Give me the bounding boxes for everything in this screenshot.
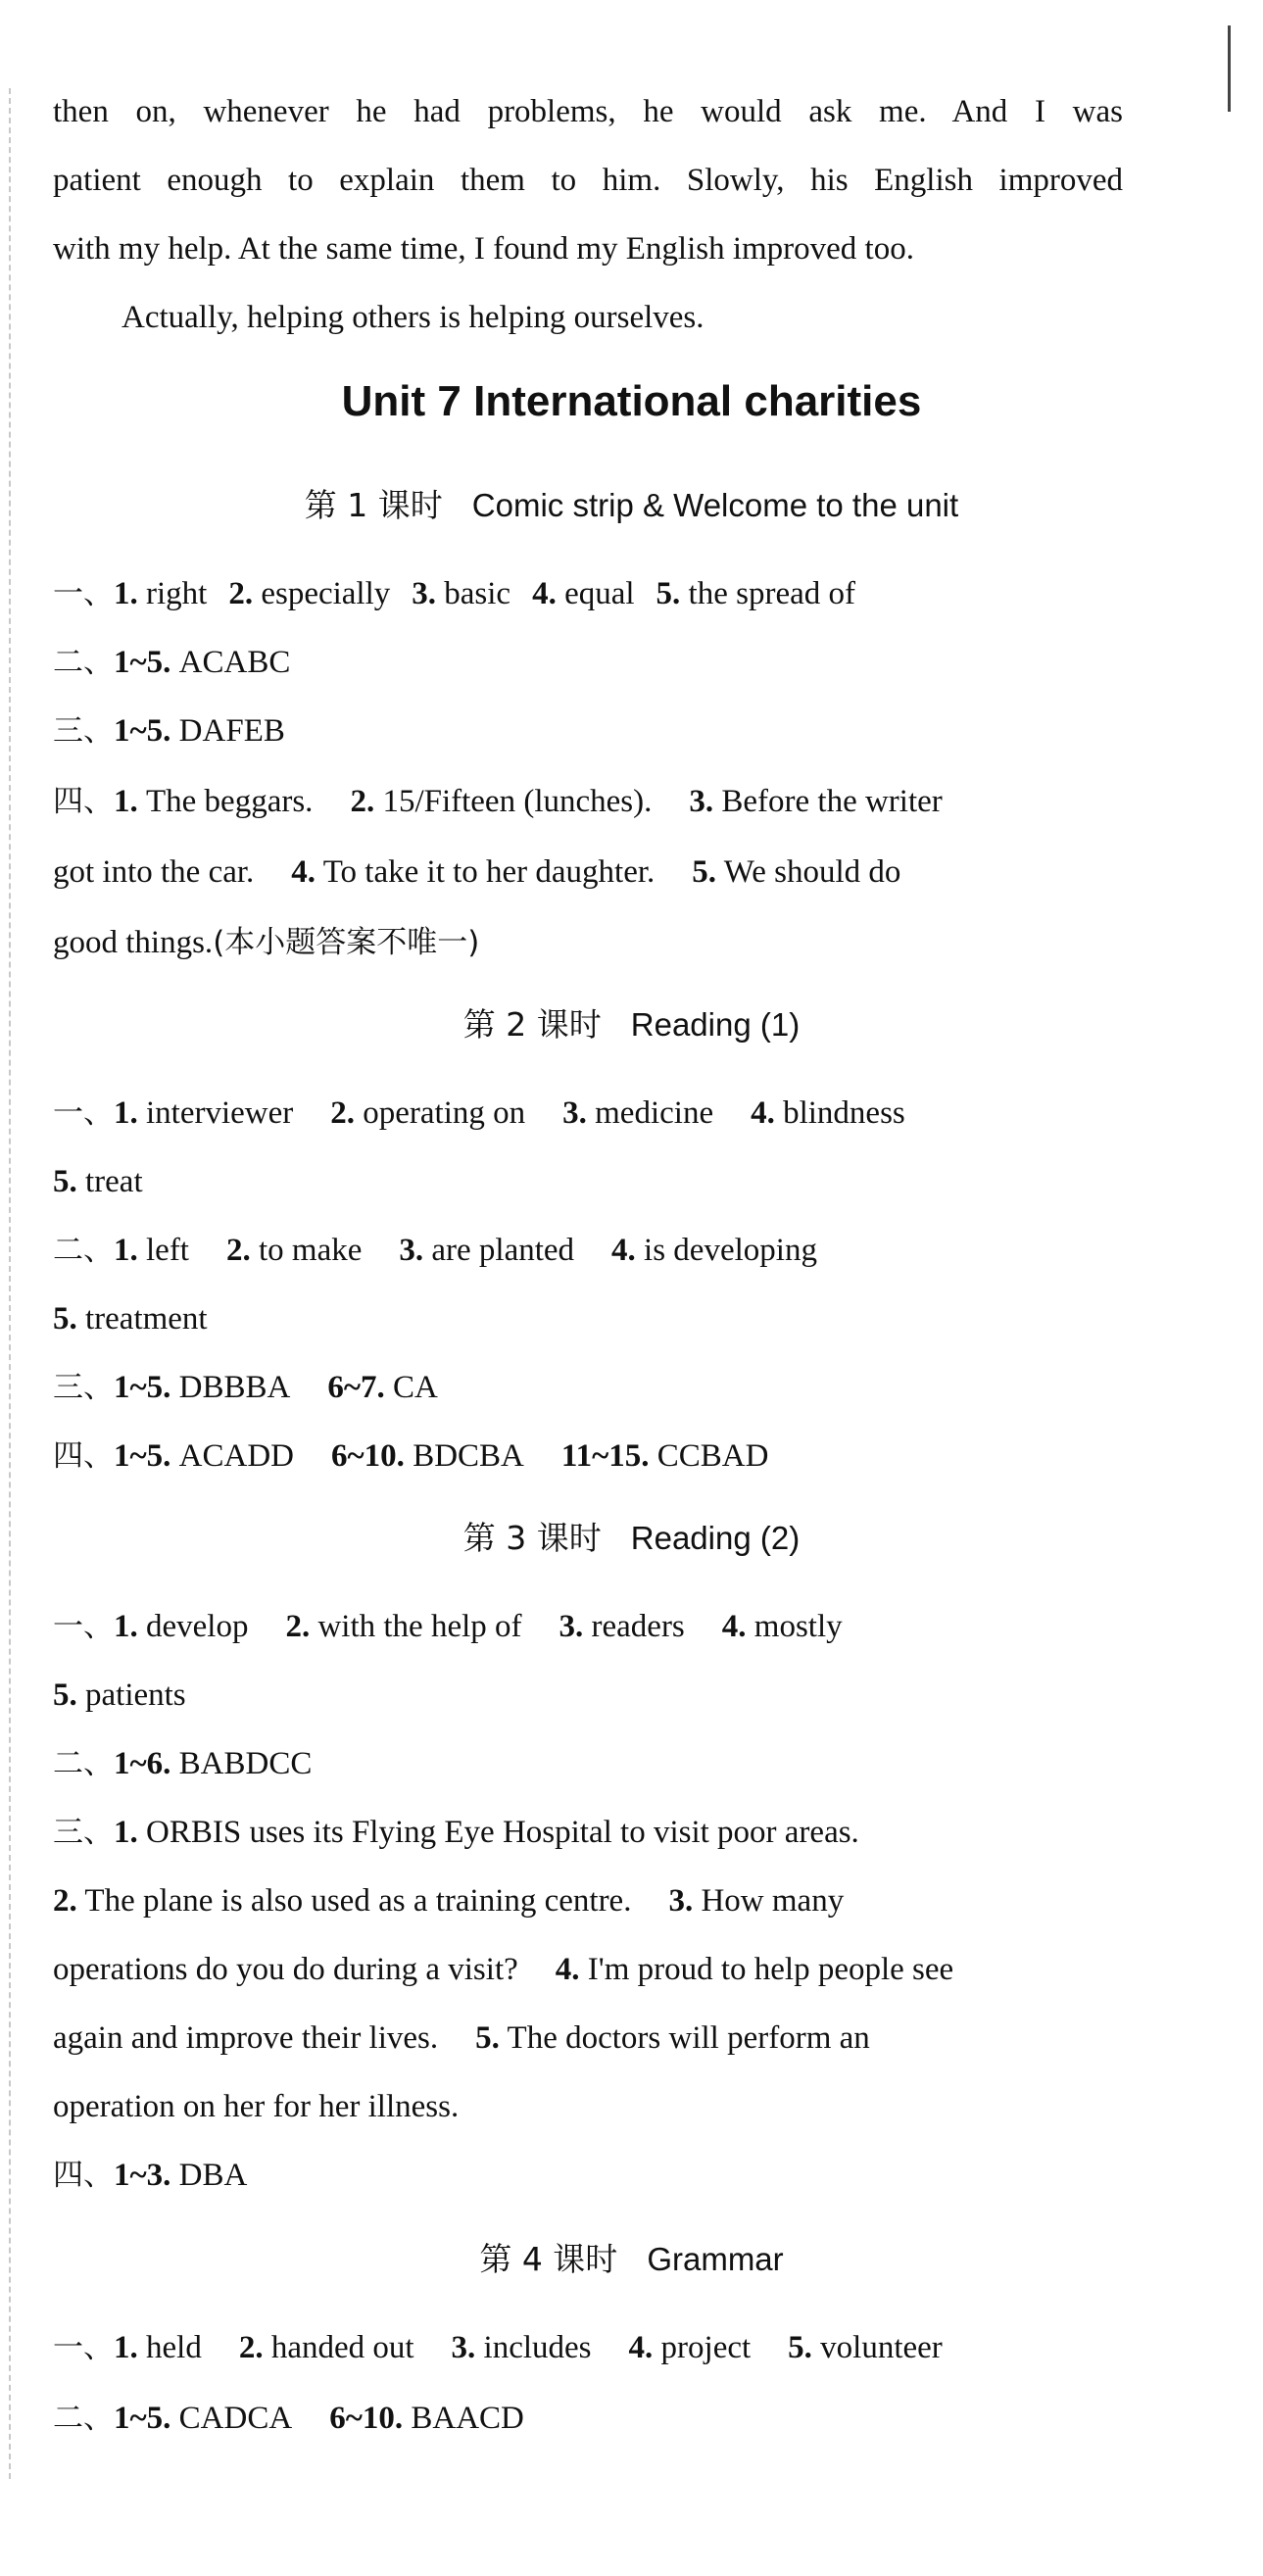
lesson-2-section-2-line-1 xyxy=(53,1229,1123,1272)
item-number: 5. xyxy=(53,1301,77,1337)
item-number: 4. xyxy=(611,1233,636,1268)
section-marker: 一、 xyxy=(53,576,114,611)
answer: I'm proud to help people see xyxy=(587,1952,954,1987)
item-number: 1. xyxy=(114,1815,138,1850)
answer: patients xyxy=(85,1677,186,1713)
item-number: 5. xyxy=(53,1164,77,1199)
section-marker: 二、 xyxy=(53,1746,114,1781)
answer: DBA xyxy=(178,2158,248,2193)
answer: is developing xyxy=(644,1233,817,1268)
section-marker: 一、 xyxy=(53,2330,114,2365)
lesson-1-section-3 xyxy=(53,709,1123,753)
lesson-2-heading xyxy=(0,1003,1263,1046)
answer: 15/Fifteen (lunches). xyxy=(382,784,653,819)
answer: readers xyxy=(591,1609,685,1644)
item-number: 2. xyxy=(53,1883,77,1919)
answer: operating on xyxy=(363,1095,526,1131)
answer: held xyxy=(146,2330,202,2365)
answer: DBBBA xyxy=(178,1370,291,1405)
item-range: 1~5. xyxy=(114,1438,171,1474)
lesson-4-section-2 xyxy=(53,2397,1123,2440)
answer: ORBIS uses its Flying Eye Hospital to visit poor areas. xyxy=(146,1815,859,1850)
answer: medicine xyxy=(595,1095,714,1131)
lesson-2-label: 第 2 课时 xyxy=(462,1005,602,1044)
lesson-1-subtitle: Comic strip & Welcome to the unit xyxy=(471,487,959,523)
lesson-4-subtitle: Grammar xyxy=(647,2241,784,2277)
lesson-3-label: 第 3 课时 xyxy=(462,1519,602,1557)
answer: right xyxy=(146,576,208,611)
answer: BAACD xyxy=(411,2401,524,2436)
answer: ACABC xyxy=(178,645,291,680)
answer: to make xyxy=(258,1233,363,1268)
item-number: 5. xyxy=(788,2330,812,2365)
answer: with the help of xyxy=(317,1609,522,1644)
item-number: 4. xyxy=(628,2330,654,2365)
item-number: 3. xyxy=(562,1095,587,1131)
lesson-3-section-1-line-2 xyxy=(53,1674,1123,1717)
answer: blindness xyxy=(783,1095,905,1131)
answer: project xyxy=(660,2330,752,2365)
item-number: 3. xyxy=(689,784,714,819)
answer: develop xyxy=(146,1609,249,1644)
answer: The beggars. xyxy=(146,784,314,819)
lesson-3-section-1-line-1 xyxy=(53,1605,1123,1648)
lesson-3-section-3-line-5 xyxy=(53,2085,1123,2128)
answer: How many xyxy=(701,1883,845,1919)
lesson-1-section-4-line-2 xyxy=(53,851,1123,894)
answer: The plane is also used as a training centre. xyxy=(84,1883,632,1919)
answer: treat xyxy=(85,1164,143,1199)
section-marker: 四、 xyxy=(53,1438,114,1474)
lesson-2-section-1-line-2 xyxy=(53,1160,1123,1203)
lesson-1-section-4-line-3 xyxy=(53,921,1123,964)
lesson-3-section-3-line-2 xyxy=(53,1879,1123,1922)
item-range: 1~5. xyxy=(114,2401,171,2436)
section-marker: 一、 xyxy=(53,1609,114,1644)
answer: ACADD xyxy=(178,1438,295,1474)
item-range: 1~6. xyxy=(114,1746,171,1781)
item-number: 5. xyxy=(692,854,717,890)
section-marker: 四、 xyxy=(53,2158,114,2193)
item-number: 1. xyxy=(114,1095,138,1131)
item-number: 3. xyxy=(668,1883,694,1919)
answer: The doctors will perform an xyxy=(507,2020,870,2056)
lesson-3-section-3-line-4 xyxy=(53,2017,1123,2060)
lesson-2-section-2-line-2 xyxy=(53,1297,1123,1340)
item-number: 2. xyxy=(330,1095,356,1131)
item-range: 11~15. xyxy=(560,1438,650,1474)
item-number: 5. xyxy=(475,2020,500,2056)
item-number: 4. xyxy=(291,854,316,890)
lesson-1-heading xyxy=(0,484,1263,527)
answer: DAFEB xyxy=(178,713,285,749)
lesson-2-section-4 xyxy=(53,1434,1123,1478)
item-range: 1~5. xyxy=(114,713,171,749)
answer: We should do xyxy=(723,854,901,890)
answer: Before the writer xyxy=(721,784,943,819)
item-range: 1~5. xyxy=(114,645,171,680)
page-corner-mark xyxy=(1228,25,1231,112)
lesson-3-section-4 xyxy=(53,2154,1123,2197)
item-range: 6~10. xyxy=(329,2401,404,2436)
answer: left xyxy=(146,1233,189,1268)
intro-line-3: with my help. At the same time, I found my English improved too. xyxy=(53,231,914,267)
answer: interviewer xyxy=(146,1095,294,1131)
item-number: 4. xyxy=(751,1095,775,1131)
section-marker: 三、 xyxy=(53,1815,114,1850)
answer: got into the car. xyxy=(53,854,255,890)
lesson-3-subtitle: Reading (2) xyxy=(630,1520,801,1556)
item-number: 4. xyxy=(721,1609,747,1644)
item-number: 2. xyxy=(350,784,375,819)
item-number: 4. xyxy=(532,576,557,611)
answer: CADCA xyxy=(178,2401,293,2436)
lesson-2-subtitle: Reading (1) xyxy=(630,1006,801,1043)
section-marker: 三、 xyxy=(53,713,114,749)
item-number: 2. xyxy=(238,2330,264,2365)
unit-title: Unit 7 International charities xyxy=(341,377,922,425)
intro-line-1: then on, whenever he had problems, he would ask me. And I was xyxy=(53,94,1123,129)
item-number: 1. xyxy=(114,576,138,611)
answer: operations do you do during a visit? xyxy=(53,1952,518,1987)
item-number: 2. xyxy=(228,576,254,611)
answer: treatment xyxy=(85,1301,208,1337)
section-marker: 二、 xyxy=(53,2401,114,2436)
section-marker: 二、 xyxy=(53,1233,114,1268)
lesson-1-section-4-line-1 xyxy=(53,780,1123,823)
answer-note: (本小题答案不唯一) xyxy=(213,925,480,960)
answer: are planted xyxy=(431,1233,575,1268)
answer: equal xyxy=(564,576,635,611)
answer: mostly xyxy=(753,1609,843,1644)
lesson-2-section-3 xyxy=(53,1366,1123,1409)
item-number: 3. xyxy=(451,2330,476,2365)
lesson-3-heading xyxy=(0,1517,1263,1560)
lesson-3-section-2 xyxy=(53,1742,1123,1785)
answer: volunteer xyxy=(820,2330,943,2365)
answer: handed out xyxy=(270,2330,414,2365)
item-range: 6~7. xyxy=(327,1370,385,1405)
answer: especially xyxy=(261,576,391,611)
lesson-4-heading xyxy=(0,2238,1263,2281)
answer: BDCBA xyxy=(413,1438,524,1474)
item-number: 2. xyxy=(285,1609,311,1644)
item-number: 3. xyxy=(559,1609,584,1644)
section-marker: 二、 xyxy=(53,645,114,680)
answer: BABDCC xyxy=(178,1746,313,1781)
item-range: 1~3. xyxy=(114,2158,171,2193)
item-number: 5. xyxy=(656,576,681,611)
answer: good things. xyxy=(53,925,214,960)
answer: includes xyxy=(483,2330,592,2365)
lesson-3-section-3-line-1 xyxy=(53,1811,1123,1854)
lesson-4-label: 第 4 课时 xyxy=(479,2240,618,2278)
lesson-1-section-2 xyxy=(53,641,1123,684)
lesson-3-section-3-line-3 xyxy=(53,1948,1123,1991)
item-number: 1. xyxy=(114,1233,138,1268)
answer: basic xyxy=(444,576,511,611)
item-number: 1. xyxy=(114,1609,138,1644)
item-number: 4. xyxy=(555,1952,580,1987)
section-marker: 四、 xyxy=(53,784,114,819)
answer: To take it to her daughter. xyxy=(322,854,656,890)
item-number: 5. xyxy=(53,1677,77,1713)
lesson-1-section-1 xyxy=(53,572,1123,615)
item-range: 1~5. xyxy=(114,1370,171,1405)
section-marker: 三、 xyxy=(53,1370,114,1405)
item-number: 1. xyxy=(114,2330,138,2365)
lesson-4-section-1 xyxy=(53,2326,1123,2369)
binding-margin-line xyxy=(9,88,11,2479)
item-range: 6~10. xyxy=(331,1438,405,1474)
intro-line-2: patient enough to explain them to him. Slowly, his English improved xyxy=(53,163,1123,198)
item-number: 3. xyxy=(412,576,437,611)
answer: CA xyxy=(393,1370,438,1405)
item-number: 2. xyxy=(225,1233,251,1268)
answer: CCBAD xyxy=(656,1438,769,1474)
answer: operation on her for her illness. xyxy=(53,2089,460,2124)
item-number: 3. xyxy=(399,1233,424,1268)
intro-line-4: Actually, helping others is helping ourselves. xyxy=(121,300,704,335)
lesson-1-label: 第 1 课时 xyxy=(304,486,443,524)
answer: the spread of xyxy=(688,576,855,611)
answer: again and improve their lives. xyxy=(53,2020,439,2056)
lesson-2-section-1-line-1 xyxy=(53,1092,1123,1135)
section-marker: 一、 xyxy=(53,1095,114,1131)
item-number: 1. xyxy=(114,784,138,819)
